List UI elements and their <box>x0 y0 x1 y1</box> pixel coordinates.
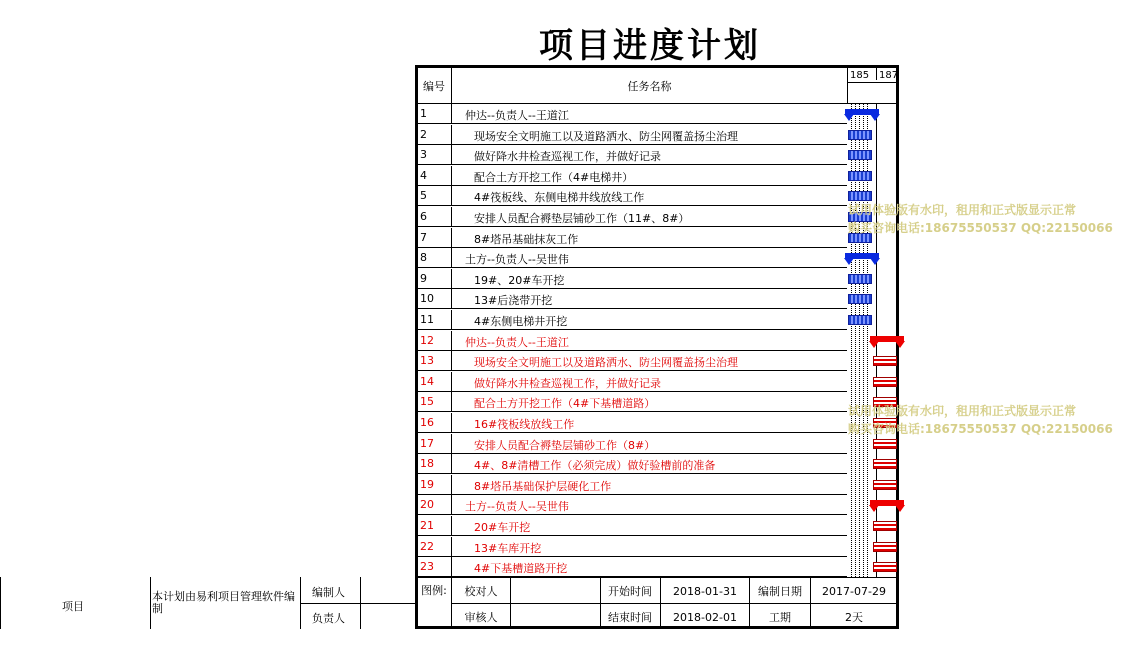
task-row[interactable] <box>417 516 847 536</box>
task-id: 9 <box>420 272 427 285</box>
task-row[interactable] <box>417 207 847 227</box>
task-id: 22 <box>420 540 434 553</box>
task-name: 做好降水井检查巡视工作，并做好记录 <box>474 377 661 390</box>
day-label-187: 187 <box>879 70 899 81</box>
task-id: 5 <box>420 189 427 202</box>
task-name: 20#车开挖 <box>474 521 531 534</box>
end-value: 2018-02-01 <box>673 610 737 624</box>
task-row[interactable] <box>417 248 847 268</box>
left-info-block <box>0 577 417 629</box>
legend-label: 图例: <box>421 584 447 597</box>
task-id: 15 <box>420 395 434 408</box>
task-id: 4 <box>420 169 427 182</box>
task-name: 安排人员配合褥垫层铺砂工作（11#、8#） <box>474 212 690 225</box>
gantt-task-bar <box>873 459 897 469</box>
manager-label: 负责人 <box>312 612 345 625</box>
gantt-task-bar <box>873 562 897 572</box>
editor-label: 编制人 <box>312 586 345 599</box>
compile-date-value: 2017-07-29 <box>822 584 886 598</box>
task-name: 仲达--负责人--王道江 <box>465 336 569 349</box>
task-name: 8#塔吊基础保护层硬化工作 <box>474 480 612 493</box>
task-row[interactable] <box>417 289 847 309</box>
task-id: 12 <box>420 334 434 347</box>
task-row[interactable] <box>417 310 847 330</box>
task-name: 4#筏板线、东侧电梯井线放线工作 <box>474 191 645 204</box>
task-row[interactable] <box>417 228 847 248</box>
task-id: 14 <box>420 375 434 388</box>
task-id: 21 <box>420 519 434 532</box>
gantt-task-bar <box>848 274 872 284</box>
duration-value: 2天 <box>845 611 863 624</box>
task-name: 配合土方开挖工作（4#电梯井） <box>474 171 634 184</box>
task-name: 安排人员配合褥垫层铺砂工作（8#） <box>474 439 656 452</box>
task-row[interactable] <box>417 125 847 145</box>
gantt-task-bar <box>848 191 872 201</box>
task-row[interactable] <box>417 166 847 186</box>
task-name: 4#、8#清槽工作（必须完成）做好验槽前的准备 <box>474 459 716 472</box>
gantt-summary-marker <box>844 114 854 121</box>
gantt-summary-marker <box>869 505 879 512</box>
task-name: 8#塔吊基础抹灰工作 <box>474 233 579 246</box>
task-name: 配合土方开挖工作（4#下基槽道路） <box>474 397 656 410</box>
task-id: 6 <box>420 210 427 223</box>
task-name: 13#车库开挖 <box>474 542 542 555</box>
page-title: 项目进度计划 <box>539 26 761 66</box>
gantt-task-bar <box>873 480 897 490</box>
start-value: 2018-01-31 <box>673 584 737 598</box>
task-row[interactable] <box>417 537 847 557</box>
task-row[interactable] <box>417 331 847 351</box>
task-id: 19 <box>420 478 434 491</box>
task-id: 17 <box>420 437 434 450</box>
gantt-chart <box>848 104 897 577</box>
watermark-line1-a: 试用体验版有水印，租用和正式版显示正常 <box>848 203 1077 217</box>
gantt-task-bar <box>873 377 897 387</box>
gantt-task-bar <box>873 356 897 366</box>
task-row[interactable] <box>417 351 847 371</box>
task-name: 仲达--负责人--王道江 <box>465 109 569 122</box>
task-row[interactable] <box>417 475 847 495</box>
task-row[interactable] <box>417 372 847 392</box>
reviewer-label: 审核人 <box>464 611 498 624</box>
gantt-summary-marker <box>895 505 905 512</box>
task-row[interactable] <box>417 392 847 412</box>
task-row[interactable] <box>417 145 847 165</box>
gantt-task-bar <box>848 150 872 160</box>
task-id: 7 <box>420 231 427 244</box>
task-name: 19#、20#车开挖 <box>474 274 565 287</box>
project-label: 项目 <box>62 600 84 613</box>
duration-label: 工期 <box>769 611 791 624</box>
gantt-task-bar <box>873 542 897 552</box>
task-id: 3 <box>420 148 427 161</box>
gantt-task-bar <box>873 439 897 449</box>
compile-date-label: 编制日期 <box>758 585 802 598</box>
gantt-summary-marker <box>869 341 879 348</box>
start-label: 开始时间 <box>608 585 652 598</box>
gantt-task-bar <box>848 171 872 181</box>
task-row[interactable] <box>417 454 847 474</box>
task-id: 2 <box>420 128 427 141</box>
header-id: 编号 <box>417 68 452 104</box>
task-id: 20 <box>420 498 434 511</box>
task-name: 现场安全文明施工以及道路洒水、防尘网覆盖扬尘治理 <box>474 130 738 143</box>
checker-label: 校对人 <box>464 585 498 598</box>
gantt-task-bar <box>848 294 872 304</box>
task-id: 1 <box>420 107 427 120</box>
task-row[interactable] <box>417 269 847 289</box>
gantt-summary-marker <box>895 341 905 348</box>
watermark-line2-a: 购买咨询电话:18675550537 QQ:22150066 <box>848 221 1113 235</box>
end-label: 结束时间 <box>608 611 652 624</box>
task-name: 现场安全文明施工以及道路洒水、防尘网覆盖扬尘治理 <box>474 356 738 369</box>
task-name: 4#东侧电梯井开挖 <box>474 315 568 328</box>
day-label-185: 185 <box>850 70 870 81</box>
task-name: 13#后浇带开挖 <box>474 294 553 307</box>
gantt-summary-marker <box>870 258 880 265</box>
task-row[interactable] <box>417 413 847 433</box>
task-name: 4#下基槽道路开挖 <box>474 562 568 575</box>
task-id: 10 <box>420 292 434 305</box>
task-id: 18 <box>420 457 434 470</box>
gantt-task-bar <box>873 521 897 531</box>
task-name: 土方--负责人--吴世伟 <box>465 500 569 513</box>
gantt-summary-marker <box>870 114 880 121</box>
header-task-name: 任务名称 <box>452 68 848 104</box>
task-row[interactable] <box>417 557 847 577</box>
task-id: 8 <box>420 251 427 264</box>
gantt-summary-marker <box>844 258 854 265</box>
watermark-line1-b: 试用体验版有水印，租用和正式版显示正常 <box>848 404 1077 418</box>
software-note: 本计划由易利项目管理软件编制 <box>152 590 295 615</box>
task-row[interactable] <box>417 104 847 124</box>
gantt-task-bar <box>848 315 872 325</box>
task-name: 做好降水井检查巡视工作，并做好记录 <box>474 150 661 163</box>
task-row[interactable] <box>417 434 847 454</box>
task-name: 16#筏板线放线工作 <box>474 418 575 431</box>
task-id: 23 <box>420 560 434 573</box>
task-row[interactable] <box>417 495 847 515</box>
watermark-line2-b: 购买咨询电话:18675550537 QQ:22150066 <box>848 422 1113 436</box>
header-days <box>848 68 897 104</box>
task-row[interactable] <box>417 186 847 206</box>
task-id: 16 <box>420 416 434 429</box>
task-id: 11 <box>420 313 434 326</box>
task-id: 13 <box>420 354 434 367</box>
task-name: 土方--负责人--吴世伟 <box>465 253 569 266</box>
gantt-task-bar <box>848 130 872 140</box>
